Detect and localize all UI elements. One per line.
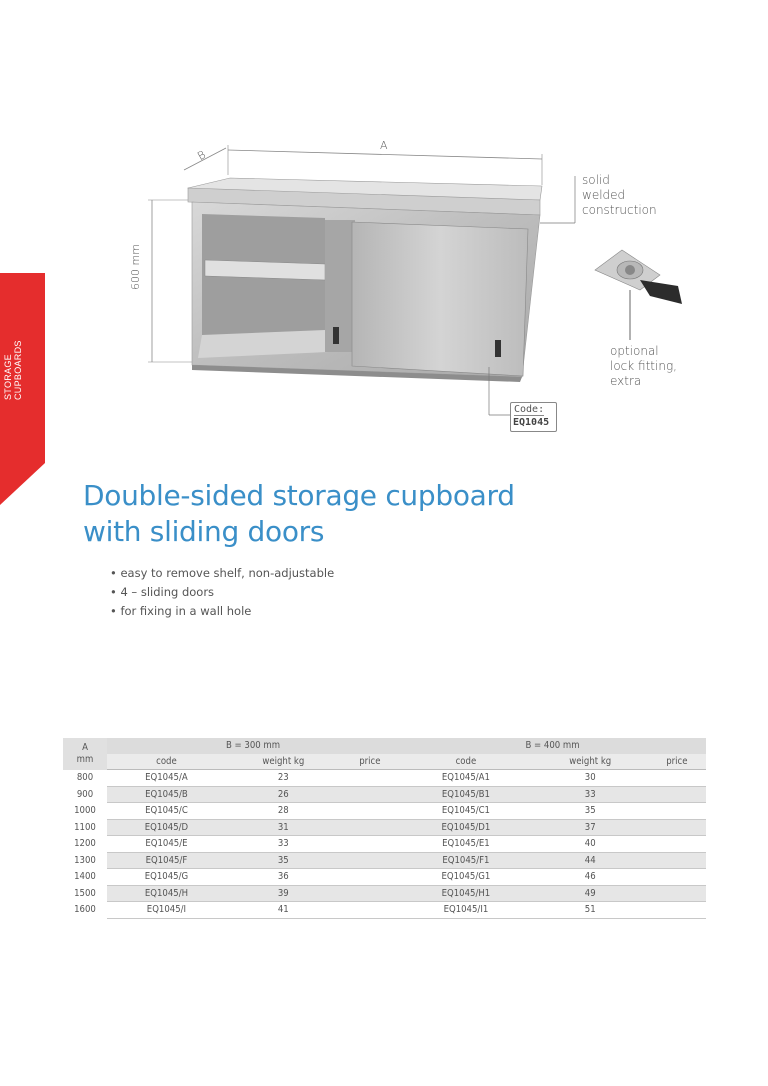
- a-value-cell: 1400: [74, 871, 96, 883]
- weight-b300-cell: 33: [226, 836, 341, 853]
- table-row: [63, 786, 706, 803]
- sub-header-weight: weight kg: [533, 754, 648, 770]
- code-label: Code:: [514, 404, 545, 415]
- specification-rows: [63, 770, 706, 919]
- a-header-label: A: [82, 741, 88, 753]
- price-b400-cell: [648, 902, 706, 919]
- code-b300-cell: EQ1045/C: [107, 803, 226, 820]
- code-b300-cell: EQ1045/H: [107, 885, 226, 902]
- price-b400-cell: [648, 786, 706, 803]
- weight-b300-cell: 39: [226, 885, 341, 902]
- sub-header-weight: weight kg: [226, 754, 341, 770]
- feature-item: • 4 – sliding doors: [110, 583, 334, 602]
- a-value-cell: 1200: [74, 838, 96, 850]
- price-b300-cell: [341, 885, 399, 902]
- price-b400-cell: [648, 836, 706, 853]
- code-b300-cell: EQ1045/B: [107, 786, 226, 803]
- price-b400-cell: [648, 770, 706, 787]
- a-value-cell: 900: [76, 788, 94, 800]
- table-row: [63, 803, 706, 820]
- specification-table: [63, 738, 706, 919]
- side-tab-line2: CUPBOARDS: [13, 340, 23, 400]
- dimension-b-label: B: [195, 148, 208, 163]
- sub-header-price: price: [341, 754, 399, 770]
- table-row: [63, 836, 706, 853]
- weight-b400-cell: 33: [533, 786, 648, 803]
- price-b300-cell: [341, 803, 399, 820]
- a-value-cell: 1000: [74, 805, 96, 817]
- table-row: [63, 770, 706, 787]
- table-row: [63, 902, 706, 919]
- lock-callout-line1: optional: [610, 344, 659, 358]
- price-b400-cell: [648, 803, 706, 820]
- side-tab-line1: STORAGE: [3, 354, 13, 400]
- price-b300-cell: [341, 852, 399, 869]
- a-column-header: [63, 738, 107, 770]
- price-b300-cell: [341, 836, 399, 853]
- table-row: [63, 852, 706, 869]
- code-b400-cell: EQ1045/F1: [399, 852, 533, 869]
- construction-callout-line1: solid: [582, 173, 610, 187]
- feature-item: • easy to remove shelf, non-adjustable: [110, 564, 334, 583]
- a-value-cell: 1300: [74, 854, 96, 866]
- weight-b300-cell: 26: [226, 786, 341, 803]
- feature-item: • for fixing in a wall hole: [110, 602, 334, 621]
- code-b400-cell: EQ1045/I1: [399, 902, 533, 919]
- price-b300-cell: [341, 786, 399, 803]
- lock-fitting-detail: [595, 250, 682, 340]
- weight-b300-cell: 31: [226, 819, 341, 836]
- side-tab-label: [3, 340, 23, 400]
- code-b300-cell: EQ1045/G: [107, 869, 226, 886]
- sub-header-price: price: [648, 754, 706, 770]
- weight-b300-cell: 36: [226, 869, 341, 886]
- code-b400-cell: EQ1045/E1: [399, 836, 533, 853]
- table-row: [63, 819, 706, 836]
- construction-callout-line3: construction: [582, 203, 657, 217]
- weight-b400-cell: 37: [533, 819, 648, 836]
- group-header-b400: B = 400 mm: [399, 738, 706, 754]
- weight-b300-cell: 41: [226, 902, 341, 919]
- code-b400-cell: EQ1045/C1: [399, 803, 533, 820]
- a-value-cell: 1600: [74, 904, 96, 916]
- price-b300-cell: [341, 770, 399, 787]
- weight-b300-cell: 28: [226, 803, 341, 820]
- weight-b400-cell: 46: [533, 869, 648, 886]
- product-title: [83, 478, 603, 550]
- construction-callout: [582, 173, 657, 218]
- weight-b400-cell: 49: [533, 885, 648, 902]
- code-b400-cell: EQ1045/B1: [399, 786, 533, 803]
- dimension-height-label: 600 mm: [129, 244, 142, 290]
- construction-callout-line2: welded: [582, 188, 626, 202]
- product-title-line2: with sliding doors: [83, 515, 325, 548]
- table-row: [63, 885, 706, 902]
- weight-b400-cell: 44: [533, 852, 648, 869]
- code-b400-cell: EQ1045/G1: [399, 869, 533, 886]
- a-value-cell: 1500: [74, 887, 96, 899]
- feature-list: [110, 564, 334, 621]
- sub-header-code: code: [107, 754, 226, 770]
- group-header-b300: B = 300 mm: [107, 738, 399, 754]
- code-b300-cell: EQ1045/A: [107, 770, 226, 787]
- product-title-line1: Double-sided storage cupboard: [83, 479, 515, 512]
- a-header-unit: mm: [76, 753, 94, 765]
- code-b400-cell: EQ1045/H1: [399, 885, 533, 902]
- code-b300-cell: EQ1045/F: [107, 852, 226, 869]
- dimension-a-label: A: [380, 139, 388, 152]
- code-b300-cell: EQ1045/D: [107, 819, 226, 836]
- code-b400-cell: EQ1045/D1: [399, 819, 533, 836]
- weight-b300-cell: 23: [226, 770, 341, 787]
- lock-callout: [610, 344, 677, 389]
- price-b400-cell: [648, 852, 706, 869]
- price-b400-cell: [648, 819, 706, 836]
- weight-b400-cell: 40: [533, 836, 648, 853]
- price-b400-cell: [648, 885, 706, 902]
- weight-b400-cell: 30: [533, 770, 648, 787]
- table-row: [63, 869, 706, 886]
- price-b300-cell: [341, 819, 399, 836]
- code-b300-cell: EQ1045/E: [107, 836, 226, 853]
- sub-header-code: code: [399, 754, 533, 770]
- code-b400-cell: EQ1045/A1: [399, 770, 533, 787]
- weight-b400-cell: 51: [533, 902, 648, 919]
- price-b400-cell: [648, 869, 706, 886]
- lock-callout-line2: lock fitting,: [610, 359, 677, 373]
- price-b300-cell: [341, 902, 399, 919]
- lock-callout-line3: extra: [610, 374, 642, 388]
- a-value-cell: 1100: [74, 821, 96, 833]
- weight-b300-cell: 35: [226, 852, 341, 869]
- product-code-box: [510, 402, 557, 432]
- code-b300-cell: EQ1045/I: [107, 902, 226, 919]
- a-value-cell: 800: [76, 772, 94, 784]
- price-b300-cell: [341, 869, 399, 886]
- code-value: EQ1045: [513, 417, 550, 428]
- weight-b400-cell: 35: [533, 803, 648, 820]
